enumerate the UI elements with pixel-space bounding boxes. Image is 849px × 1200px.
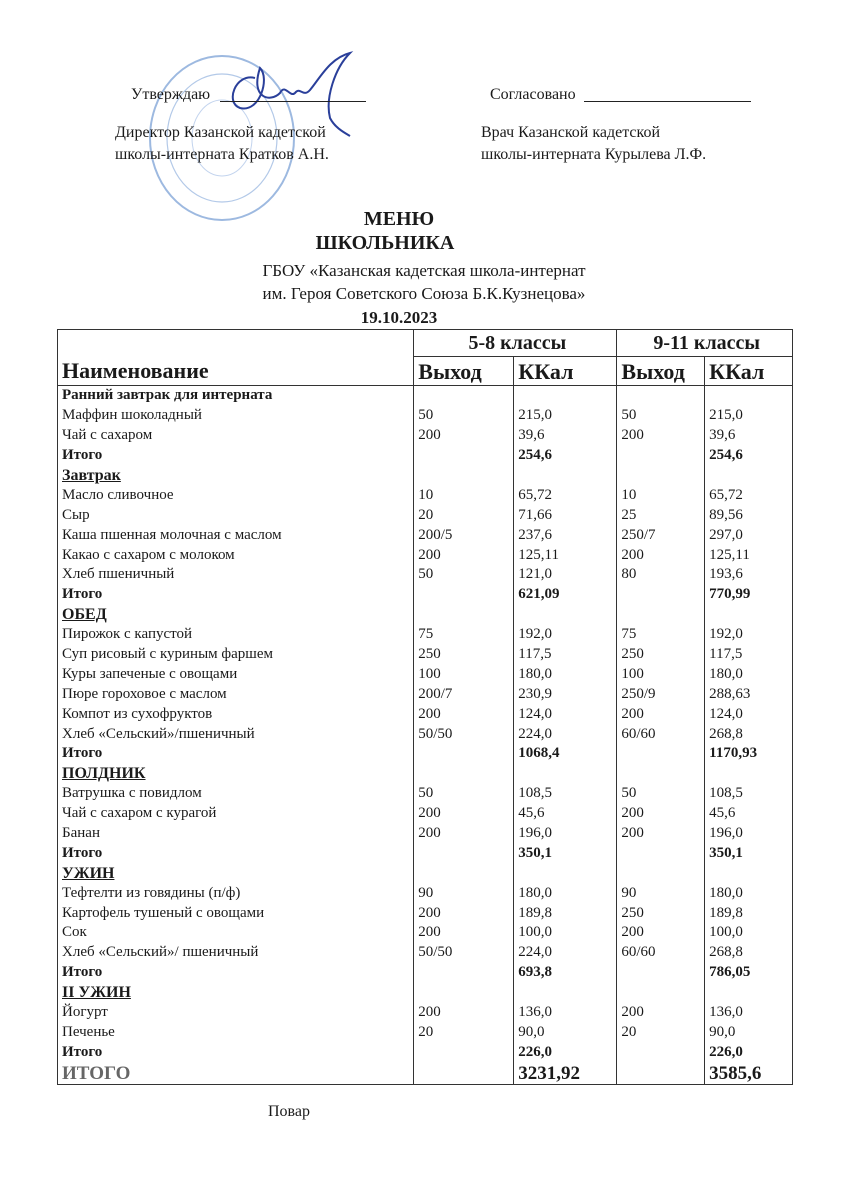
dish-name: Пюре гороховое с маслом	[58, 684, 414, 704]
kcal-5-8: 621,09	[514, 585, 617, 605]
section-row	[58, 386, 793, 406]
kcal-5-8: 125,11	[514, 545, 617, 565]
out-5-8: 90	[414, 883, 514, 903]
out-5-8: 50/50	[414, 724, 514, 744]
dish-name: Хлеб «Сельский»/пшеничный	[58, 724, 414, 744]
out-5-8: 200/5	[414, 525, 514, 545]
table-row	[58, 684, 793, 704]
col-kcal-header: ККал	[705, 357, 793, 386]
kcal-5-8: 254,6	[514, 446, 617, 466]
out-9-11	[617, 764, 705, 784]
director-line2: школы-интерната Кратков А.Н.	[115, 146, 329, 163]
out-9-11: 250	[617, 645, 705, 665]
dish-name: Йогурт	[58, 1003, 414, 1023]
dish-name: ИТОГО	[58, 1062, 414, 1085]
kcal-5-8: 45,6	[514, 804, 617, 824]
total-row	[58, 1042, 793, 1062]
kcal-9-11: 124,0	[705, 704, 793, 724]
kcal-9-11: 125,11	[705, 545, 793, 565]
dish-name: УЖИН	[58, 863, 414, 883]
out-9-11	[617, 963, 705, 983]
out-5-8: 200	[414, 903, 514, 923]
title-menu: МЕНЮ	[363, 208, 435, 230]
out-9-11: 200	[617, 923, 705, 943]
kcal-9-11: 770,99	[705, 585, 793, 605]
out-5-8: 200	[414, 824, 514, 844]
menu-table	[57, 329, 793, 1085]
out-5-8	[414, 863, 514, 883]
kcal-5-8	[514, 764, 617, 784]
out-5-8: 20	[414, 505, 514, 525]
out-5-8	[414, 585, 514, 605]
kcal-5-8: 224,0	[514, 724, 617, 744]
kcal-5-8: 117,5	[514, 645, 617, 665]
kcal-5-8: 189,8	[514, 903, 617, 923]
kcal-5-8: 215,0	[514, 406, 617, 426]
out-5-8	[414, 744, 514, 764]
out-9-11	[617, 605, 705, 625]
out-9-11	[617, 1042, 705, 1062]
dish-name: Хлеб пшеничный	[58, 565, 414, 585]
kcal-5-8: 100,0	[514, 923, 617, 943]
kcal-5-8: 230,9	[514, 684, 617, 704]
out-9-11: 50	[617, 784, 705, 804]
kcal-9-11	[705, 466, 793, 486]
kcal-9-11: 350,1	[705, 843, 793, 863]
kcal-9-11: 89,56	[705, 505, 793, 525]
table-row	[58, 406, 793, 426]
kcal-5-8	[514, 466, 617, 486]
out-9-11: 80	[617, 565, 705, 585]
out-5-8: 10	[414, 485, 514, 505]
out-9-11	[617, 863, 705, 883]
out-9-11	[617, 843, 705, 863]
out-9-11: 60/60	[617, 943, 705, 963]
dish-name: Компот из сухофруктов	[58, 704, 414, 724]
kcal-9-11: 268,8	[705, 943, 793, 963]
out-5-8	[414, 963, 514, 983]
dish-name: Печенье	[58, 1023, 414, 1043]
kcal-9-11: 226,0	[705, 1042, 793, 1062]
org-line2: им. Героя Советского Союза Б.К.Кузнецова»	[262, 284, 586, 303]
out-9-11: 200	[617, 804, 705, 824]
table-row	[58, 525, 793, 545]
out-9-11: 10	[617, 485, 705, 505]
table-row	[58, 1003, 793, 1023]
kcal-9-11: 100,0	[705, 923, 793, 943]
kcal-5-8: 121,0	[514, 565, 617, 585]
out-9-11: 250	[617, 903, 705, 923]
kcal-9-11: 189,8	[705, 903, 793, 923]
section-row	[58, 605, 793, 625]
kcal-5-8: 1068,4	[514, 744, 617, 764]
col-out-header: Выход	[414, 357, 514, 386]
out-5-8	[414, 446, 514, 466]
kcal-5-8: 192,0	[514, 625, 617, 645]
table-row	[58, 645, 793, 665]
table-row	[58, 545, 793, 565]
kcal-9-11: 192,0	[705, 625, 793, 645]
dish-name: Чай с сахаром	[58, 426, 414, 446]
dish-name: Итого	[58, 446, 414, 466]
dish-name: Сыр	[58, 505, 414, 525]
kcal-5-8: 136,0	[514, 1003, 617, 1023]
dish-name: Хлеб «Сельский»/ пшеничный	[58, 943, 414, 963]
out-9-11: 200	[617, 545, 705, 565]
out-5-8: 50	[414, 565, 514, 585]
kcal-9-11: 268,8	[705, 724, 793, 744]
group-9-11: 9-11 классы	[617, 330, 793, 357]
out-5-8	[414, 843, 514, 863]
dish-name: Ватрушка с повидлом	[58, 784, 414, 804]
table-row	[58, 485, 793, 505]
kcal-5-8: 90,0	[514, 1023, 617, 1043]
kcal-9-11: 90,0	[705, 1023, 793, 1043]
dish-name: Ранний завтрак для интерната	[58, 386, 414, 406]
out-9-11	[617, 466, 705, 486]
table-row	[58, 784, 793, 804]
dish-name: Завтрак	[58, 466, 414, 486]
kcal-9-11: 39,6	[705, 426, 793, 446]
out-9-11: 200	[617, 824, 705, 844]
section-row	[58, 983, 793, 1003]
col-kcal-header: ККал	[514, 357, 617, 386]
dish-name: Итого	[58, 744, 414, 764]
dish-name: Картофель тушеный с овощами	[58, 903, 414, 923]
doctor-line2: школы-интерната Курылева Л.Ф.	[481, 146, 707, 163]
kcal-5-8: 226,0	[514, 1042, 617, 1062]
group-header-row	[58, 330, 793, 357]
kcal-5-8	[514, 983, 617, 1003]
kcal-9-11: 1170,93	[705, 744, 793, 764]
kcal-5-8: 65,72	[514, 485, 617, 505]
title-student: ШКОЛЬНИКА	[315, 232, 455, 254]
table-row	[58, 883, 793, 903]
table-row	[58, 625, 793, 645]
dish-name: Масло сливочное	[58, 485, 414, 505]
total-row	[58, 585, 793, 605]
out-9-11	[617, 585, 705, 605]
dish-name: Банан	[58, 824, 414, 844]
kcal-9-11: 45,6	[705, 804, 793, 824]
agreed-signature-line	[584, 101, 751, 102]
dish-name: Итого	[58, 585, 414, 605]
dish-name: ОБЕД	[58, 605, 414, 625]
dish-name: Куры запеченые с овощами	[58, 664, 414, 684]
column-header-row	[58, 357, 793, 386]
out-9-11: 250/7	[617, 525, 705, 545]
kcal-9-11: 136,0	[705, 1003, 793, 1023]
dish-name: Чай с сахаром с курагой	[58, 804, 414, 824]
out-9-11: 25	[617, 505, 705, 525]
dish-name: Сок	[58, 923, 414, 943]
out-5-8	[414, 983, 514, 1003]
total-row	[58, 446, 793, 466]
out-5-8: 20	[414, 1023, 514, 1043]
out-9-11: 90	[617, 883, 705, 903]
kcal-5-8	[514, 863, 617, 883]
menu-date: 19.10.2023	[360, 308, 438, 327]
doctor-line1: Врач Казанской кадетской	[481, 124, 661, 141]
table-row	[58, 426, 793, 446]
grand-row	[58, 1062, 793, 1085]
kcal-5-8	[514, 605, 617, 625]
table-row	[58, 565, 793, 585]
kcal-9-11: 117,5	[705, 645, 793, 665]
col-name-header: Наименование	[58, 357, 414, 386]
kcal-5-8: 224,0	[514, 943, 617, 963]
table-row	[58, 664, 793, 684]
kcal-9-11: 108,5	[705, 784, 793, 804]
out-9-11: 200	[617, 426, 705, 446]
out-9-11	[617, 744, 705, 764]
col-out-header: Выход	[617, 357, 705, 386]
out-5-8: 250	[414, 645, 514, 665]
kcal-9-11: 786,05	[705, 963, 793, 983]
table-row	[58, 923, 793, 943]
total-row	[58, 963, 793, 983]
out-5-8: 50	[414, 406, 514, 426]
table-row	[58, 804, 793, 824]
out-5-8	[414, 1062, 514, 1085]
dish-name: Маффин шоколадный	[58, 406, 414, 426]
table-row	[58, 903, 793, 923]
out-9-11: 200	[617, 1003, 705, 1023]
out-9-11	[617, 446, 705, 466]
out-5-8: 200	[414, 704, 514, 724]
kcal-9-11	[705, 386, 793, 406]
dish-name: Пирожок с капустой	[58, 625, 414, 645]
kcal-9-11: 254,6	[705, 446, 793, 466]
out-5-8: 200	[414, 1003, 514, 1023]
kcal-5-8: 71,66	[514, 505, 617, 525]
out-5-8	[414, 386, 514, 406]
out-5-8: 50/50	[414, 943, 514, 963]
table-row	[58, 724, 793, 744]
total-row	[58, 843, 793, 863]
kcal-5-8: 196,0	[514, 824, 617, 844]
out-9-11: 100	[617, 664, 705, 684]
out-5-8: 200	[414, 804, 514, 824]
kcal-5-8: 108,5	[514, 784, 617, 804]
out-5-8	[414, 1042, 514, 1062]
dish-name: Тефтелти из говядины (п/ф)	[58, 883, 414, 903]
kcal-9-11: 196,0	[705, 824, 793, 844]
out-9-11: 20	[617, 1023, 705, 1043]
out-9-11	[617, 1062, 705, 1085]
out-5-8: 200/7	[414, 684, 514, 704]
kcal-9-11: 180,0	[705, 664, 793, 684]
dish-name: ПОЛДНИК	[58, 764, 414, 784]
kcal-9-11: 288,63	[705, 684, 793, 704]
out-5-8: 200	[414, 545, 514, 565]
out-5-8	[414, 466, 514, 486]
kcal-9-11: 215,0	[705, 406, 793, 426]
out-5-8: 100	[414, 664, 514, 684]
table-row	[58, 704, 793, 724]
dish-name: Итого	[58, 843, 414, 863]
kcal-9-11: 193,6	[705, 565, 793, 585]
kcal-5-8: 693,8	[514, 963, 617, 983]
out-9-11	[617, 983, 705, 1003]
out-5-8: 200	[414, 923, 514, 943]
dish-name: Итого	[58, 963, 414, 983]
dish-name: Какао с сахаром с молоком	[58, 545, 414, 565]
kcal-9-11	[705, 764, 793, 784]
dish-name: Каша пшенная молочная с маслом	[58, 525, 414, 545]
out-9-11: 75	[617, 625, 705, 645]
out-5-8: 75	[414, 625, 514, 645]
kcal-9-11: 297,0	[705, 525, 793, 545]
section-row	[58, 764, 793, 784]
out-5-8: 50	[414, 784, 514, 804]
table-row	[58, 824, 793, 844]
approve-label: Утверждаю	[131, 86, 211, 103]
out-9-11: 250/9	[617, 684, 705, 704]
out-5-8	[414, 764, 514, 784]
kcal-5-8	[514, 386, 617, 406]
table-row	[58, 1023, 793, 1043]
org-line1: ГБОУ «Казанская кадетская школа-интернат	[262, 261, 586, 280]
kcal-5-8: 237,6	[514, 525, 617, 545]
kcal-5-8: 180,0	[514, 664, 617, 684]
out-9-11: 60/60	[617, 724, 705, 744]
agreed-label: Согласовано	[490, 86, 576, 103]
dish-name: Суп рисовый с куриным фаршем	[58, 645, 414, 665]
out-9-11: 200	[617, 704, 705, 724]
kcal-5-8: 124,0	[514, 704, 617, 724]
kcal-5-8: 180,0	[514, 883, 617, 903]
kcal-9-11: 180,0	[705, 883, 793, 903]
out-5-8: 200	[414, 426, 514, 446]
out-9-11: 50	[617, 406, 705, 426]
kcal-5-8: 39,6	[514, 426, 617, 446]
section-row	[58, 863, 793, 883]
group-5-8: 5-8 классы	[414, 330, 617, 357]
kcal-9-11	[705, 983, 793, 1003]
dish-name: Итого	[58, 1042, 414, 1062]
director-line1: Директор Казанской кадетской	[115, 124, 326, 141]
total-row	[58, 744, 793, 764]
kcal-9-11	[705, 863, 793, 883]
approve-signature-line	[220, 101, 366, 102]
kcal-9-11: 65,72	[705, 485, 793, 505]
section-row	[58, 466, 793, 486]
kcal-9-11: 3585,6	[705, 1062, 793, 1085]
out-9-11	[617, 386, 705, 406]
table-row	[58, 943, 793, 963]
dish-name: II УЖИН	[58, 983, 414, 1003]
table-row	[58, 505, 793, 525]
kcal-9-11	[705, 605, 793, 625]
cook-label: Повар	[268, 1103, 310, 1120]
out-5-8	[414, 605, 514, 625]
kcal-5-8: 3231,92	[514, 1062, 617, 1085]
kcal-5-8: 350,1	[514, 843, 617, 863]
